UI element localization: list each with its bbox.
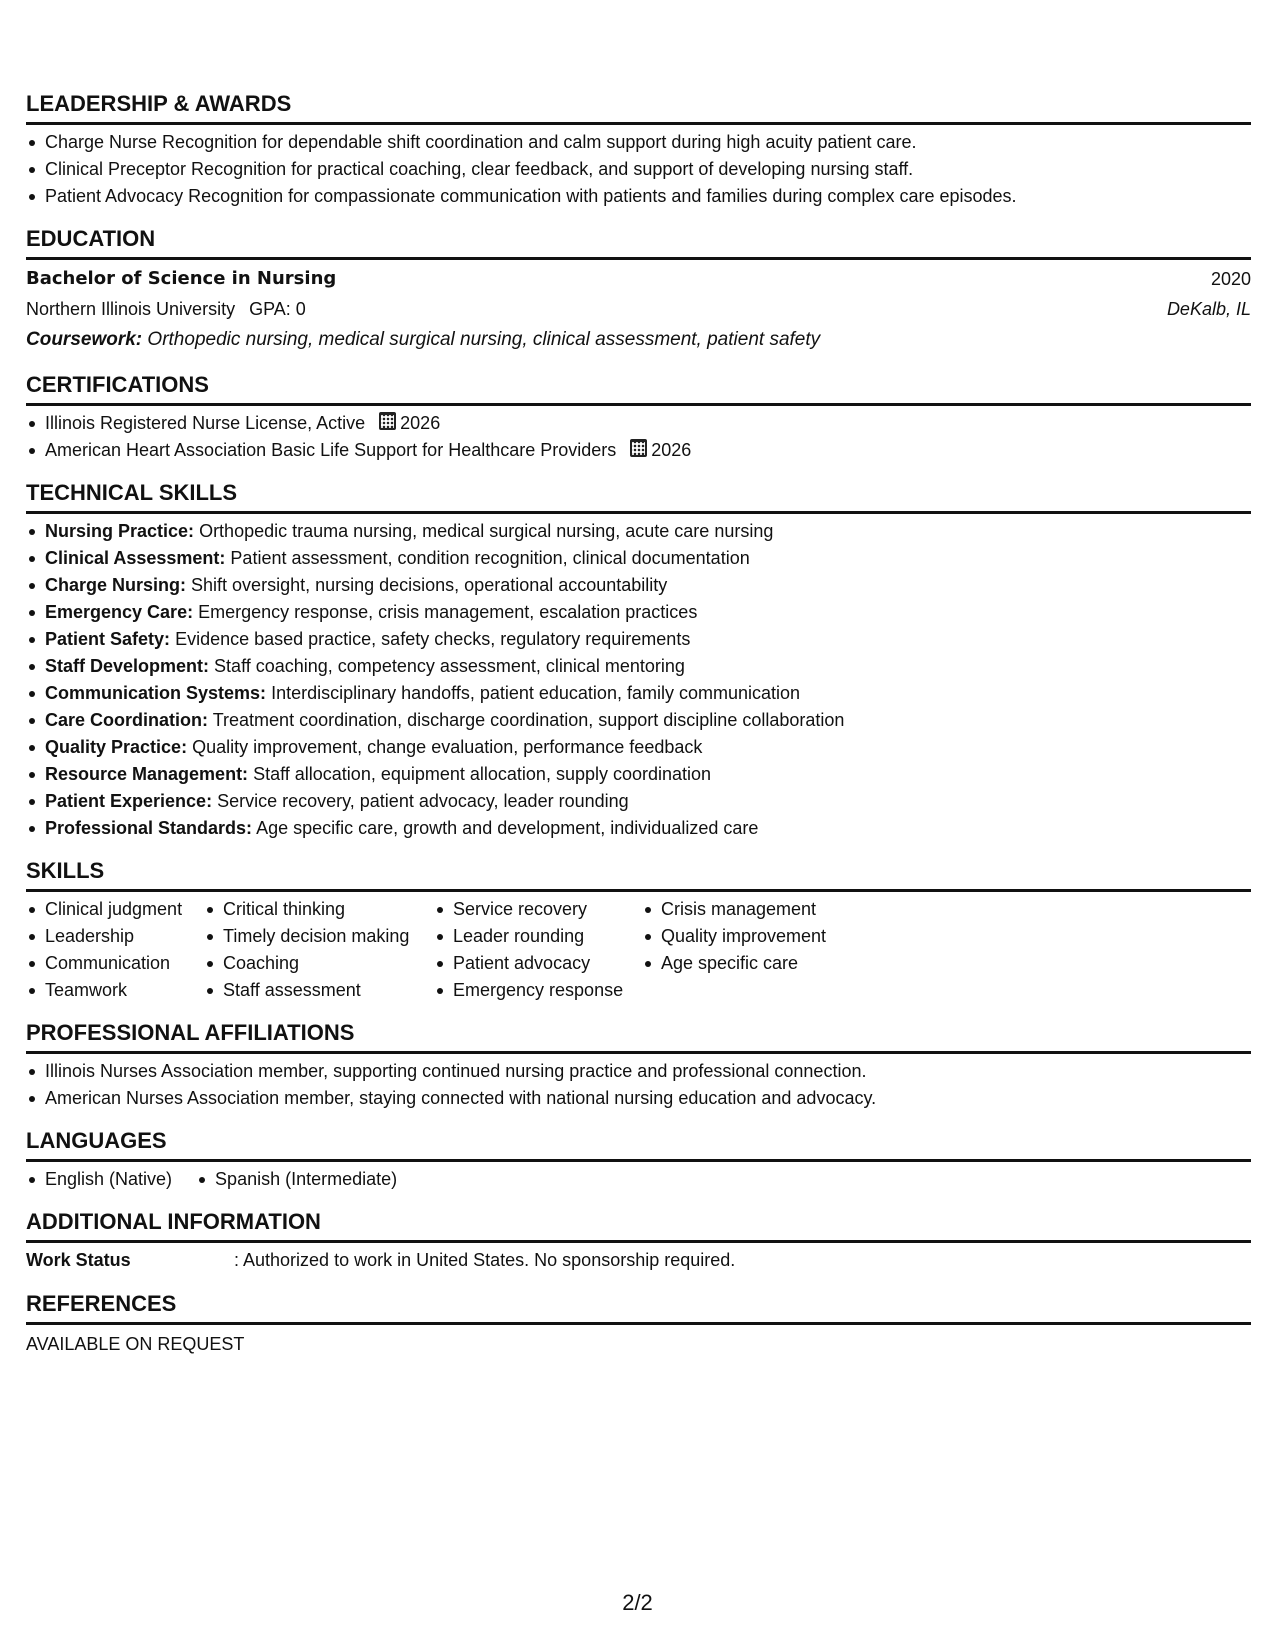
list-item: Crisis management (642, 896, 862, 923)
resume-page (26, 90, 1251, 1374)
leadership-section (26, 90, 1251, 210)
skill-text: Orthopedic trauma nursing, medical surgical nursing, acute care nursing (199, 521, 774, 541)
list-item: Spanish (Intermediate) (196, 1166, 397, 1193)
calendar-icon (379, 412, 396, 430)
certification-date: 2026 (400, 413, 441, 433)
list-item (26, 788, 1251, 815)
references-text: AVAILABLE ON REQUEST (26, 1334, 245, 1354)
skill-label: Staff Development: (45, 656, 210, 676)
list-item (26, 410, 1251, 437)
list-item: Teamwork (26, 977, 204, 1004)
skill-label: Emergency Care: (45, 602, 194, 622)
skill-label: Patient Safety: (45, 629, 171, 649)
school-location: DeKalb, IL (1166, 299, 1251, 319)
list-item: Service recovery (434, 896, 642, 923)
list-item (26, 707, 1251, 734)
list-item (26, 626, 1251, 653)
additional-info-section (26, 1208, 1251, 1275)
certification-date: 2026 (651, 440, 692, 460)
skill-label: Professional Standards: (45, 818, 253, 838)
info-key: Work Status (26, 1250, 131, 1270)
list-item: Leadership (26, 923, 204, 950)
skills-column (26, 896, 204, 1004)
list-item (26, 734, 1251, 761)
education-row (26, 264, 1251, 294)
skill-text: Quality improvement, change evaluation, performance feedback (192, 737, 703, 757)
list-item: Patient advocacy (434, 950, 642, 977)
coursework-text: Orthopedic nursing, medical surgical nursing, clinical assessment, patient safety (147, 329, 821, 350)
list-item (26, 545, 1251, 572)
page-number: 2/2 (622, 1590, 653, 1615)
skill-label: Charge Nursing: (45, 575, 187, 595)
section-title: SKILLS (26, 857, 1251, 892)
list-item (26, 599, 1251, 626)
skill-text: Staff allocation, equipment allocation, supply coordination (253, 764, 712, 784)
list-item: Quality improvement (642, 923, 862, 950)
gpa: GPA: 0 (249, 299, 306, 319)
affiliations-list (26, 1058, 1251, 1112)
section-title: ADDITIONAL INFORMATION (26, 1208, 1251, 1243)
skill-label: Care Coordination: (45, 710, 209, 730)
list-item (26, 815, 1251, 842)
list-item (26, 518, 1251, 545)
skill-text: Treatment coordination, discharge coordination, support discipline collaboration (212, 710, 845, 730)
leadership-list (26, 129, 1251, 210)
skill-text: Age specific care, growth and development, individualized care (256, 818, 759, 838)
school-info (26, 294, 306, 324)
certification-name: Illinois Registered Nurse License, Active (45, 413, 366, 433)
list-item: Illinois Nurses Association member, supporting continued nursing practice and professional connection. (26, 1058, 1251, 1085)
skill-text: Interdisciplinary handoffs, patient education, family communication (271, 683, 801, 703)
languages-section (26, 1127, 1251, 1193)
skill-label: Clinical Assessment: (45, 548, 226, 568)
skills-grid (26, 896, 1251, 1004)
list-item (26, 653, 1251, 680)
technical-skills-list (26, 518, 1251, 842)
list-item: Clinical judgment (26, 896, 204, 923)
list-item: Critical thinking (204, 896, 434, 923)
list-item: Age specific care (642, 950, 862, 977)
calendar-icon (630, 439, 647, 457)
list-item (26, 572, 1251, 599)
list-item (26, 761, 1251, 788)
skills-column (434, 896, 642, 1004)
section-title: LEADERSHIP & AWARDS (26, 90, 1251, 125)
list-item: English (Native) (26, 1166, 172, 1193)
skill-label: Patient Experience: (45, 791, 213, 811)
skill-label: Quality Practice: (45, 737, 188, 757)
coursework-label: Coursework: (26, 329, 143, 350)
list-item (26, 437, 1251, 464)
skill-text: Shift oversight, nursing decisions, operational accountability (191, 575, 668, 595)
list-item: Communication (26, 950, 204, 977)
school-name: Northern Illinois University (26, 299, 236, 319)
section-title: EDUCATION (26, 225, 1251, 260)
list-item: Clinical Preceptor Recognition for practical coaching, clear feedback, and support of developing nursing staff. (26, 156, 1251, 183)
skills-column (204, 896, 434, 1004)
list-item: Staff assessment (204, 977, 434, 1004)
degree: Bachelor of Science in Nursing (26, 268, 337, 289)
skill-text: Evidence based practice, safety checks, regulatory requirements (175, 629, 691, 649)
education-school-row (26, 294, 1251, 324)
skill-text: Patient assessment, condition recognition, clinical documentation (230, 548, 750, 568)
info-value: : Authorized to work in United States. No sponsorship required. (234, 1250, 736, 1270)
technical-skills-section (26, 479, 1251, 842)
certifications-section (26, 371, 1251, 464)
skill-label: Communication Systems: (45, 683, 267, 703)
certification-name: American Heart Association Basic Life Support for Healthcare Providers (45, 440, 617, 460)
list-item (26, 680, 1251, 707)
skills-section (26, 857, 1251, 1004)
skill-label: Resource Management: (45, 764, 249, 784)
info-row (26, 1245, 1251, 1275)
list-item: Charge Nurse Recognition for dependable shift coordination and calm support during high acuity patient care. (26, 129, 1251, 156)
list-item: Leader rounding (434, 923, 642, 950)
list-item: Timely decision making (204, 923, 434, 950)
affiliations-section (26, 1019, 1251, 1112)
list-item: American Nurses Association member, staying connected with national nursing education and advocacy. (26, 1085, 1251, 1112)
skill-label: Nursing Practice: (45, 521, 195, 541)
graduation-year: 2020 (1210, 269, 1251, 289)
languages-list (26, 1166, 1251, 1193)
skill-text: Service recovery, patient advocacy, leader rounding (217, 791, 629, 811)
section-title: REFERENCES (26, 1290, 1251, 1325)
section-title: PROFESSIONAL AFFILIATIONS (26, 1019, 1251, 1054)
references-section (26, 1290, 1251, 1359)
skill-text: Emergency response, crisis management, escalation practices (198, 602, 698, 622)
section-title: CERTIFICATIONS (26, 371, 1251, 406)
skills-column (642, 896, 862, 1004)
education-section (26, 225, 1251, 356)
coursework (26, 324, 1251, 356)
list-item: Coaching (204, 950, 434, 977)
section-title: TECHNICAL SKILLS (26, 479, 1251, 514)
section-title: LANGUAGES (26, 1127, 1251, 1162)
list-item: Patient Advocacy Recognition for compassionate communication with patients and families during complex care episodes. (26, 183, 1251, 210)
list-item: Emergency response (434, 977, 642, 1004)
certifications-list (26, 410, 1251, 464)
skill-text: Staff coaching, competency assessment, clinical mentoring (214, 656, 685, 676)
